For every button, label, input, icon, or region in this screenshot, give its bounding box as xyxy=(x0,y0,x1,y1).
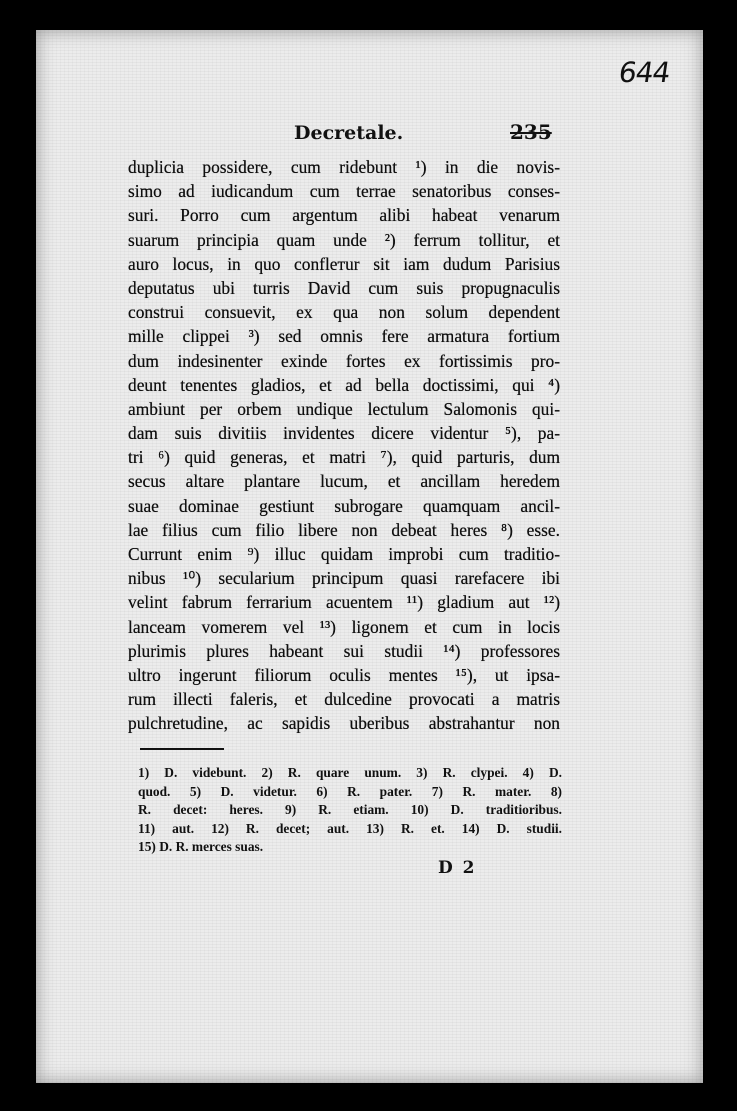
footnote-line: R. decet: heres. 9) R. etiam. 10) D. traditioribus. xyxy=(138,802,562,818)
running-head: Decretale. xyxy=(294,122,404,144)
footnote-line: 11) aut. 12) R. decet; aut. 13) R. et. 14) D. studii. xyxy=(138,820,562,836)
manuscript-page xyxy=(36,30,703,1083)
footnote-line: 1) D. videbunt. 2) R. quare unum. 3) R. clypei. 4) D. xyxy=(138,765,562,780)
footnotes-block xyxy=(138,764,562,857)
text-line: duplicia possidere, cum ridebunt ¹) in die novis- xyxy=(128,157,560,177)
text-line: suri. Porro cum argentum alibi habeat venarum xyxy=(128,205,560,226)
text-line: suae dominae gestiunt subrogare quamquam ancil- xyxy=(128,495,560,516)
page-number: 235 xyxy=(510,120,552,144)
text-line: auro locus, in quo conflетur sit iam dudum Parisius xyxy=(128,253,560,274)
footnote-separator-rule xyxy=(140,748,224,750)
footnote-line: 15) D. R. merces suas. xyxy=(138,839,264,855)
text-line: ambiunt per orbem undique lectulum Salomonis qui- xyxy=(128,398,560,419)
text-line: construi consuevit, ex qua non solum dependent xyxy=(128,302,560,323)
handwritten-folio-number: 644 xyxy=(616,56,672,89)
text-line: dam suis divitiis invidentes dicere videntur ⁵), pa- xyxy=(128,423,560,444)
text-line: pulchretudine, ac sapidis uberibus abstrahantur non xyxy=(128,713,560,734)
text-line: Currunt enim ⁹) illuc quidam improbi cum traditio- xyxy=(128,544,560,564)
text-line: lanceam vomerem vel ¹³) ligonem et cum in locis xyxy=(128,616,560,637)
text-line: dum indesinenter exinde fortes ex fortissimis pro- xyxy=(128,350,560,371)
footnote-line: quod. 5) D. videtur. 6) R. pater. 7) R. mater. 8) xyxy=(138,783,562,799)
text-line: lae filius cum filio libere non debeat heres ⁸) esse. xyxy=(128,519,560,540)
printer-signature-mark: D 2 xyxy=(438,858,475,878)
text-line: nibus ¹⁰) secularium principum quasi rarefacere ibi xyxy=(128,568,560,589)
text-line: ultro ingerunt filiorum oculis mentes ¹⁵), ut ipsa- xyxy=(128,664,560,685)
text-line: plurimis plures habeant sui studii ¹⁴) professores xyxy=(128,640,560,661)
text-line: secus altare plantare lucum, et ancillam heredem xyxy=(128,471,560,492)
text-line: rum illecti faleris, et dulcedine provocati a matris xyxy=(128,689,560,710)
text-line: simo ad iudicandum cum terrae senatoribus conses- xyxy=(128,181,560,202)
text-line: tri ⁶) quid generas, et matri ⁷), quid parturis, dum xyxy=(128,447,560,468)
text-line: deunt tenentes gladios, et ad bella doctissimi, qui ⁴) xyxy=(128,374,560,395)
text-line: mille clippei ³) sed omnis fere armatura fortium xyxy=(128,326,560,347)
main-text-block xyxy=(128,155,560,736)
text-line: deputatus ubi turris David cum suis propugnaculis xyxy=(128,277,560,298)
text-line: velint fabrum ferrarium acuentem ¹¹) gladium aut ¹²) xyxy=(128,592,560,613)
text-line: suarum principia quam unde ²) ferrum tollitur, et xyxy=(128,229,560,250)
